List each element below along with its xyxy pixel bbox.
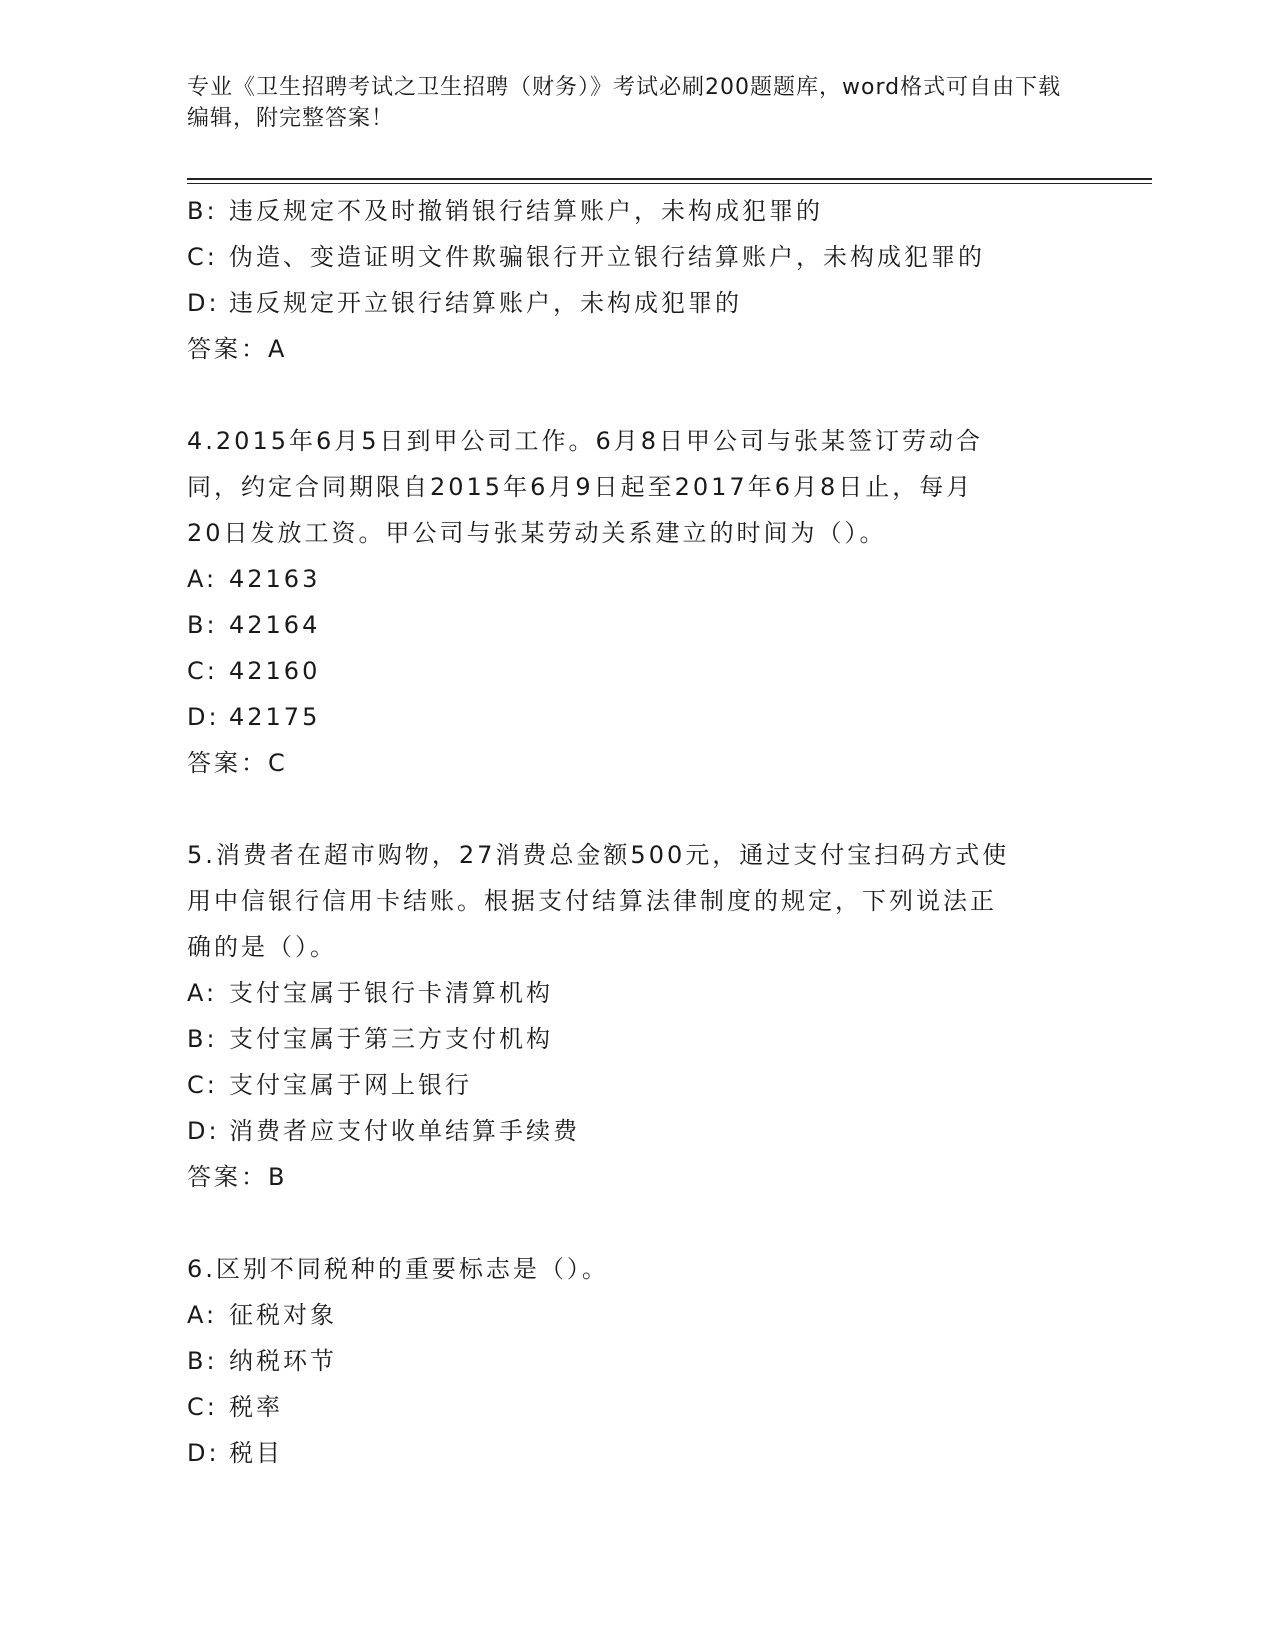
question-text-line: 用中信银行信用卡结账。根据支付结算法律制度的规定，下列说法正 xyxy=(187,887,997,915)
page-header xyxy=(187,72,1067,134)
option-text: 42175 xyxy=(229,703,321,731)
option-text: 支付宝属于第三方支付机构 xyxy=(229,1025,553,1053)
option-b xyxy=(187,1016,1067,1062)
option-letter: B: xyxy=(187,611,218,639)
header-divider-thin xyxy=(187,183,1152,184)
option-c xyxy=(187,234,1067,280)
option-text: 税率 xyxy=(229,1393,283,1421)
option-c xyxy=(187,1062,1067,1108)
option-text: 伪造、变造证明文件欺骗银行开立银行结算账户，未构成犯罪的 xyxy=(229,243,985,271)
option-letter: D: xyxy=(187,289,220,317)
option-text: 征税对象 xyxy=(229,1301,337,1329)
option-a xyxy=(187,970,1067,1016)
option-c xyxy=(187,1384,1067,1430)
option-b xyxy=(187,188,1067,234)
option-b xyxy=(187,1338,1067,1384)
option-letter: D: xyxy=(187,703,220,731)
option-d xyxy=(187,1108,1067,1154)
option-letter: B: xyxy=(187,1347,218,1375)
question-text-line: 4.2015年6月5日到甲公司工作。6月8日甲公司与张某签订劳动合 xyxy=(187,427,984,455)
option-text: 42163 xyxy=(229,565,321,593)
option-text: 税目 xyxy=(229,1439,283,1467)
question-text-line: 6.区别不同税种的重要标志是（）。 xyxy=(187,1255,609,1283)
option-d xyxy=(187,280,1067,326)
answer-line: 答案：B xyxy=(187,1163,288,1191)
option-text: 违反规定开立银行结算账户，未构成犯罪的 xyxy=(229,289,742,317)
option-letter: A: xyxy=(187,565,218,593)
answer-line: 答案：A xyxy=(187,335,288,363)
question-text-line: 同，约定合同期限自2015年6月9日起至2017年6月8日止，每月 xyxy=(187,473,974,501)
option-text: 违反规定不及时撤销银行结算账户，未构成犯罪的 xyxy=(229,197,823,225)
option-letter: A: xyxy=(187,1301,218,1329)
option-d xyxy=(187,1430,1067,1476)
option-letter: C: xyxy=(187,1071,218,1099)
option-letter: B: xyxy=(187,1025,218,1053)
question-text-line: 20日发放工资。甲公司与张某劳动关系建立的时间为（）。 xyxy=(187,519,887,547)
question-4 xyxy=(187,418,1067,786)
document-body xyxy=(187,188,1067,1476)
option-letter: B: xyxy=(187,197,218,225)
answer-line: 答案：C xyxy=(187,749,288,777)
spacer xyxy=(187,1200,1067,1246)
option-a xyxy=(187,1292,1067,1338)
question-3-continuation xyxy=(187,188,1067,372)
option-text: 42164 xyxy=(229,611,321,639)
question-5 xyxy=(187,832,1067,1200)
question-text-line: 确的是（）。 xyxy=(187,933,337,961)
option-text: 支付宝属于银行卡清算机构 xyxy=(229,979,553,1007)
option-letter: C: xyxy=(187,657,218,685)
option-text: 纳税环节 xyxy=(229,1347,337,1375)
option-a xyxy=(187,556,1067,602)
option-text: 支付宝属于网上银行 xyxy=(229,1071,472,1099)
option-letter: D: xyxy=(187,1439,220,1467)
header-divider-thick xyxy=(187,178,1152,180)
option-letter: C: xyxy=(187,1393,218,1421)
option-letter: A: xyxy=(187,979,218,1007)
option-text: 消费者应支付收单结算手续费 xyxy=(229,1117,580,1145)
option-c xyxy=(187,648,1067,694)
document-title: 专业《卫生招聘考试之卫生招聘（财务）》考试必刷200题题库，word格式可自由下载编辑，附完整答案！ xyxy=(187,75,1062,131)
option-b xyxy=(187,602,1067,648)
option-letter: D: xyxy=(187,1117,220,1145)
option-text: 42160 xyxy=(229,657,321,685)
option-d xyxy=(187,694,1067,740)
spacer xyxy=(187,786,1067,832)
option-letter: C: xyxy=(187,243,218,271)
question-text-line: 5.消费者在超市购物，27消费总金额500元，通过支付宝扫码方式使 xyxy=(187,841,1010,869)
spacer xyxy=(187,372,1067,418)
question-6 xyxy=(187,1246,1067,1476)
